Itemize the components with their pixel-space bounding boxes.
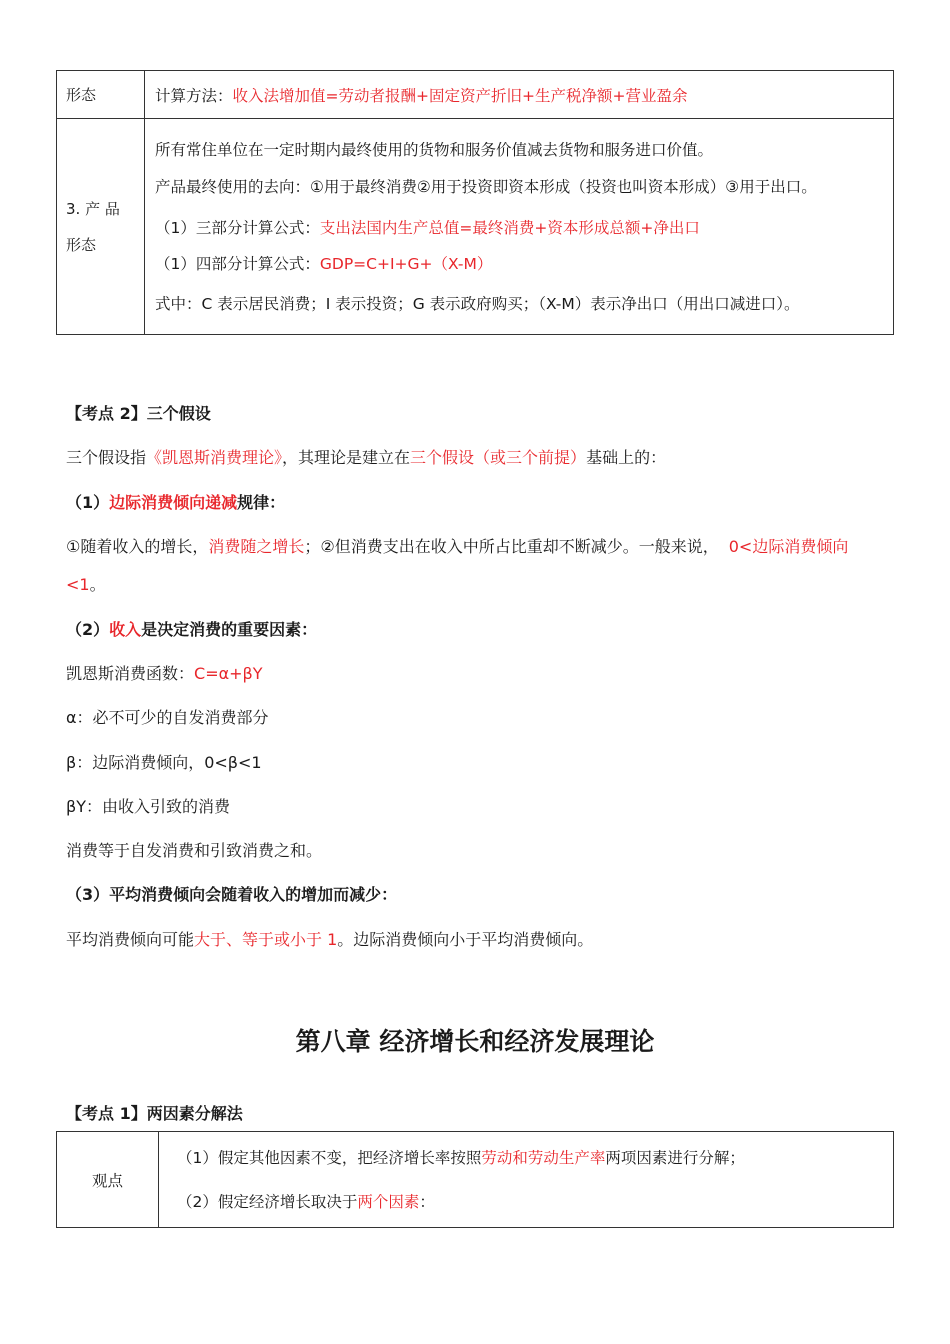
row-label-line2: 形态	[66, 235, 97, 254]
assumption-3-heading: （3）平均消费倾向会随着收入的增加而减少：	[66, 885, 398, 904]
product-definition: 所有常住单位在一定时期内最终使用的货物和服务价值减去货物和服务进口价值。	[155, 140, 714, 159]
text-span: 规律：	[237, 493, 286, 512]
text-span: 基础上的：	[586, 448, 667, 467]
final-use-destinations: 产品最终使用的去向：①用于最终消费②用于投资即资本形成（投资也叫资本形成）③用于出口。	[155, 177, 817, 196]
text-span: 平均消费倾向可能	[66, 930, 195, 949]
assumption-1-body-line1	[66, 534, 848, 557]
text-span: ；②但消费支出在收入中所占比重却不断减少。一般来说，	[304, 537, 719, 556]
assumption-1-body-line2	[66, 572, 106, 595]
text-span: （1）假定其他因素不变，把经济增长率按照	[177, 1148, 482, 1167]
text-span: （1）	[66, 493, 110, 512]
text-span: ，其理论是建立在	[282, 448, 411, 467]
expenditure-method-cell	[145, 119, 894, 335]
highlight-term: 劳动和劳动生产率	[481, 1148, 606, 1167]
text-span: 是决定消费的重要因素：	[141, 620, 318, 639]
assumptions-intro	[66, 445, 666, 468]
gdp-formula: GDP=C+I+G+（X-M）	[319, 254, 493, 273]
beta-definition: β：边际消费倾向，0<β<1	[66, 753, 262, 772]
method-prefix: 计算方法：	[155, 86, 233, 105]
income-method-cell	[145, 71, 894, 119]
alpha-definition: α：必不可少的自发消费部分	[66, 708, 269, 727]
text-span: 两项因素进行分解；	[605, 1148, 745, 1167]
highlight-term: 收入	[109, 620, 142, 639]
section-heading: 【考点 2】三个假设	[66, 404, 211, 423]
viewpoint-line2	[177, 1180, 892, 1224]
income-method-formula: 收入法增加值=劳动者报酬+固定资产折旧+生产税净额+营业盈余	[232, 86, 688, 105]
text-span: ：	[419, 1192, 435, 1211]
row-label	[57, 119, 145, 335]
function-formula: C=α+βY	[194, 664, 263, 683]
viewpoint-cell	[159, 1132, 894, 1228]
consumption-function	[66, 661, 263, 684]
text-span: ①随着收入的增长，	[66, 537, 209, 556]
four-part-formula	[155, 246, 892, 284]
beta-y-definition: βY：由收入引致的消费	[66, 797, 230, 816]
table-row	[57, 71, 894, 119]
chapter-title: 第八章 经济增长和经济发展理论	[295, 1027, 655, 1056]
highlight-term: 0<边际消费倾向	[728, 537, 849, 556]
highlight-term: 大于、等于或小于 1	[194, 930, 338, 949]
theory-name: 《凯恩斯消费理论》	[146, 448, 283, 467]
three-assumptions: 三个假设（或三个前提）	[410, 448, 587, 467]
consumption-sum: 消费等于自发消费和引致消费之和。	[66, 841, 323, 860]
text-span: 。	[89, 575, 106, 594]
highlight-term: 消费随之增长	[208, 537, 305, 556]
formula-prefix: （1）四部分计算公式：	[155, 254, 320, 273]
two-factor-table	[56, 1131, 894, 1228]
assumption-1-heading	[66, 490, 285, 513]
text-span: 凯恩斯消费函数：	[66, 664, 195, 683]
text-span: 。边际消费倾向小于平均消费倾向。	[337, 930, 594, 949]
formula-legend: 式中：C 表示居民消费；I 表示投资；G 表示政府购买；（X-M）表示净出口（用出口减进口）。	[155, 294, 800, 313]
three-part-formula	[155, 206, 892, 246]
text-span: 三个假设指	[66, 448, 147, 467]
highlight-term: 边际消费倾向递减	[109, 493, 238, 512]
assumption-2-heading	[66, 617, 317, 640]
viewpoint-line1	[177, 1136, 892, 1180]
assumption-3-body	[66, 927, 593, 950]
gdp-methods-table	[56, 70, 894, 335]
highlight-term: 两个因素	[357, 1192, 420, 1211]
formula-prefix: （1）三部分计算公式：	[155, 218, 320, 237]
section-heading: 【考点 1】两因素分解法	[66, 1104, 243, 1123]
expenditure-formula: 支出法国内生产总值=最终消费+资本形成总额+净出口	[319, 218, 700, 237]
text-span: （2）假定经济增长取决于	[177, 1192, 358, 1211]
table-row	[57, 1132, 894, 1228]
table-row	[57, 119, 894, 335]
text-span: （2）	[66, 620, 110, 639]
highlight-term: <1	[66, 575, 90, 594]
row-label: 形态	[57, 71, 145, 119]
row-label-line1: 3. 产 品	[66, 199, 120, 218]
row-label: 观点	[57, 1132, 159, 1228]
